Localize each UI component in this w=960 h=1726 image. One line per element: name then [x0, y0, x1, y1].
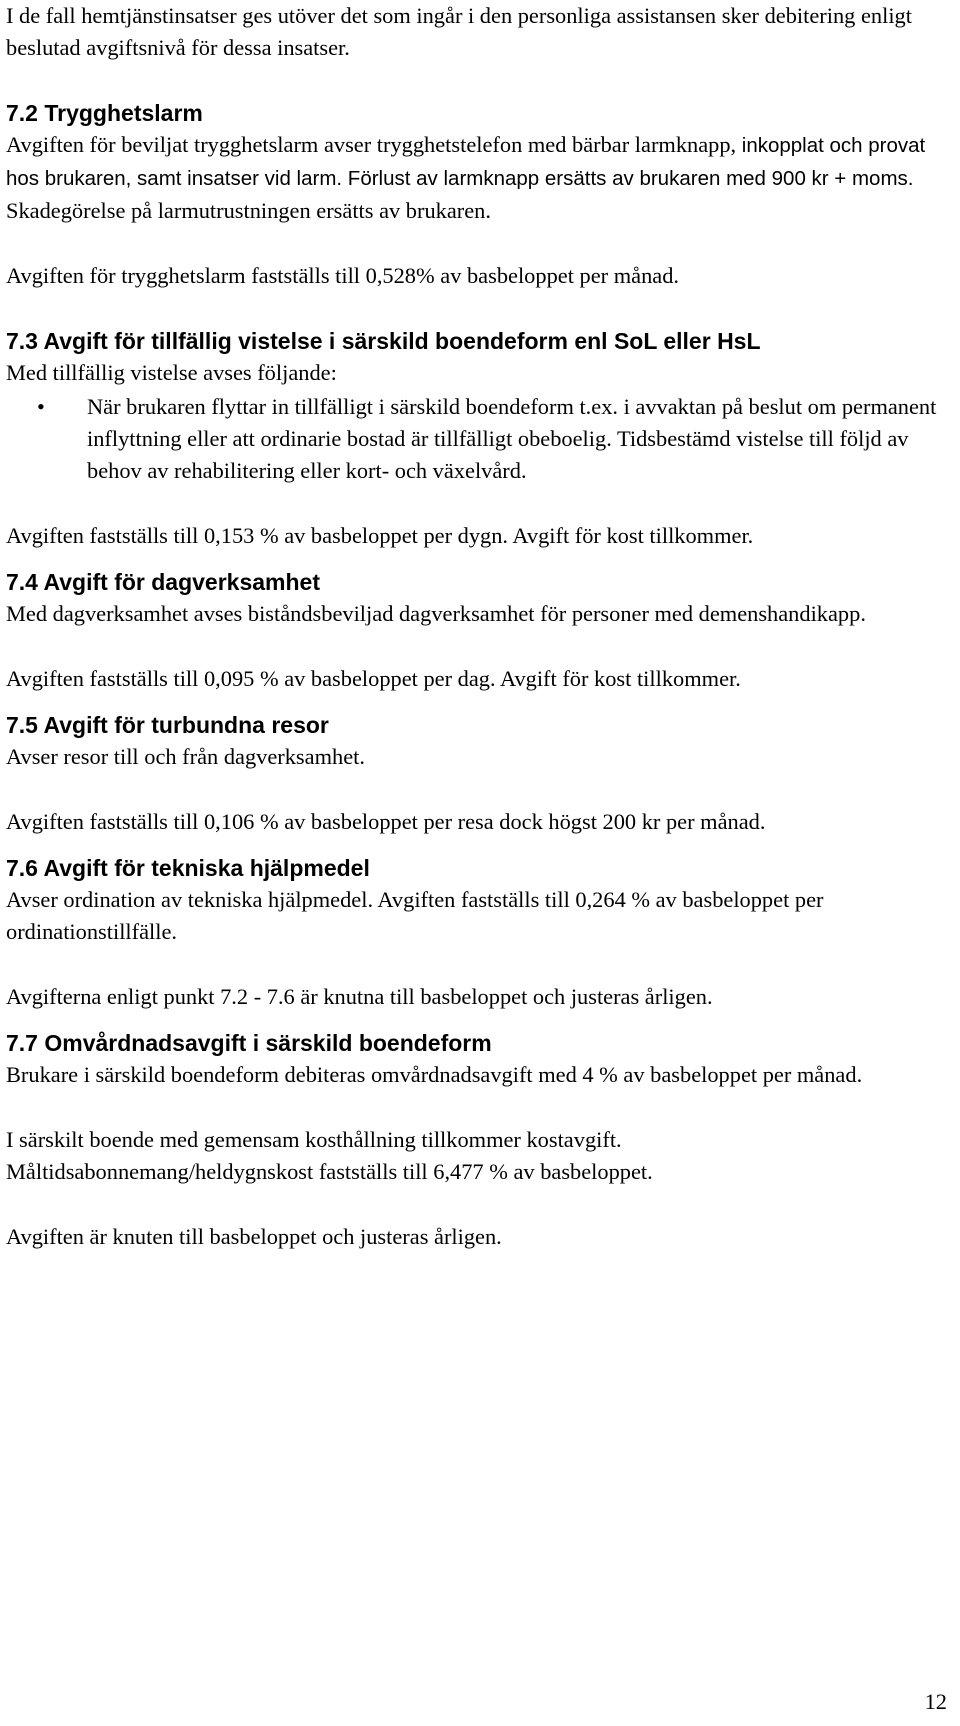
section-heading-7-7: 7.7 Omvårdnadsavgift i särskild boendeform: [6, 1030, 492, 1056]
section-7-3-bullet-list: [6, 391, 946, 487]
section-7-7-paragraph-2: [6, 1124, 946, 1188]
document-page: [6, 0, 946, 1253]
section-7-2-text-a: Avgiften för beviljat trygghetslarm avser trygghetstelefon med bärbar larmknapp,: [6, 132, 737, 157]
intro-paragraph: I de fall hemtjänstinsatser ges utöver det som ingår i den personliga assistansen sker debitering enligt beslutad avgiftsnivå för dessa insatser.: [6, 3, 912, 60]
section-7-5-paragraph-1: Avser resor till och från dagverksamhet.: [6, 744, 365, 769]
section-7-3-paragraph-1: Med tillfällig vistelse avses följande:: [6, 360, 337, 385]
page-number: 12: [924, 1689, 947, 1714]
section-7-3-paragraph-2: Avgiften fastställs till 0,153 % av basbeloppet per dygn. Avgift för kost tillkommer.: [6, 523, 754, 548]
section-7-7-line-1: I särskilt boende med gemensam kosthållning tillkommer kostavgift.: [6, 1127, 622, 1152]
section-heading-7-2: 7.2 Trygghetslarm: [6, 100, 203, 126]
section-7-4-paragraph-2: Avgiften fastställs till 0,095 % av basbeloppet per dag. Avgift för kost tillkommer.: [6, 666, 741, 691]
section-7-7-line-2: Måltidsabonnemang/heldygnskost fastställs till 6,477 % av basbeloppet.: [6, 1159, 653, 1184]
section-heading-7-3: 7.3 Avgift för tillfällig vistelse i särskild boendeform enl SoL eller HsL: [6, 328, 761, 354]
list-item: [6, 391, 946, 487]
section-7-6-paragraph-1: Avser ordination av tekniska hjälpmedel. Avgiften fastställs till 0,264 % av basbeloppet per ordinationstillfälle.: [6, 887, 824, 944]
section-7-6-paragraph-2: Avgifterna enligt punkt 7.2 - 7.6 är knutna till basbeloppet och justeras årligen.: [6, 984, 713, 1009]
section-7-2-text-c: Skadegörelse på larmutrustningen ersätts av brukaren.: [6, 198, 491, 223]
section-7-2-text-b: inkopplat och provat hos brukaren, samt insatser vid larm. Förlust av larmknapp ersätts av brukaren med 900 kr + moms.: [6, 134, 926, 190]
section-7-4-paragraph-1: Med dagverksamhet avses biståndsbeviljad dagverksamhet för personer med demenshandikapp.: [6, 601, 866, 626]
section-7-5-paragraph-2: Avgiften fastställs till 0,106 % av basbeloppet per resa dock högst 200 kr per månad.: [6, 809, 766, 834]
section-heading-7-4: 7.4 Avgift för dagverksamhet: [6, 569, 321, 595]
section-7-2-paragraph-2: Avgiften för trygghetslarm fastställs till 0,528% av basbeloppet per månad.: [6, 263, 679, 288]
section-7-7-paragraph-1: Brukare i särskild boendeform debiteras omvårdnadsavgift med 4 % av basbeloppet per månad.: [6, 1062, 863, 1087]
bullet-icon: •: [37, 394, 45, 419]
section-heading-7-6: 7.6 Avgift för tekniska hjälpmedel: [6, 855, 370, 881]
section-heading-7-5: 7.5 Avgift för turbundna resor: [6, 712, 329, 738]
section-7-7-paragraph-3: Avgiften är knuten till basbeloppet och justeras årligen.: [6, 1224, 502, 1249]
section-7-2-paragraph-1: [6, 129, 946, 227]
list-item-text: När brukaren flyttar in tillfälligt i särskild boendeform t.ex. i avvaktan på beslut om permanent inflyttning eller att ordinarie bostad är tillfälligt obeboelig. Tidsbestämd vistelse till följd av behov av rehabilitering eller kort- och växelvård.: [87, 394, 937, 483]
